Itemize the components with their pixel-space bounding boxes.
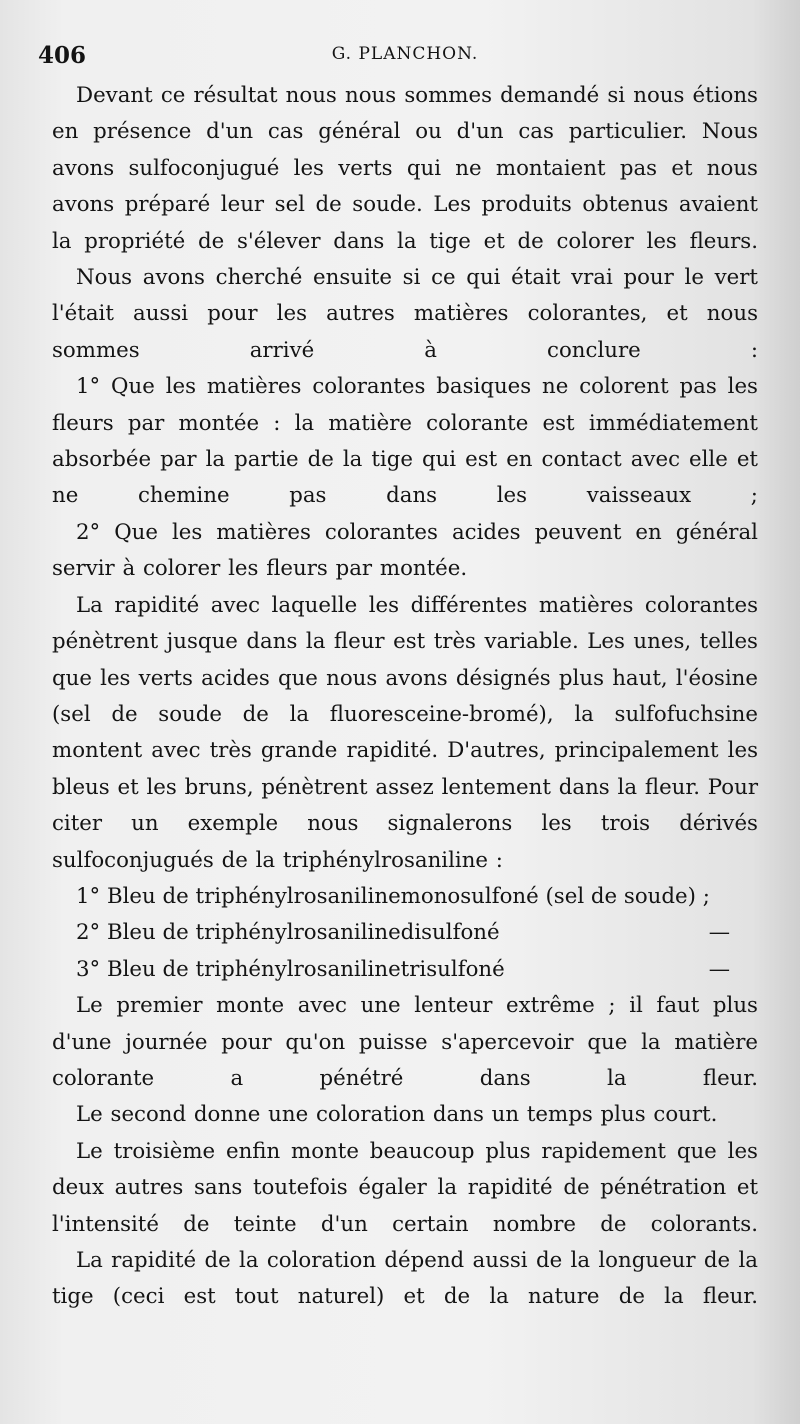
list-item-text: 1° Bleu de triphénylrosanilinemonosulfoné (sel de soude) ; — [76, 883, 710, 909]
list-item-text: 2° Bleu de triphénylrosanilinedisulfoné — [76, 920, 500, 946]
paragraph: Devant ce résultat nous nous sommes demandé si nous étions en présence d'un cas général ou d'un cas particulier. Nous avons sulfoconjugué les verts qui ne montaient pas et nous avons préparé leur sel de soude. Les produits obtenus avaient la propriété de s'élever dans la tige et de colorer les fleurs. — [52, 83, 758, 254]
list-item-text: 3° Bleu de triphénylrosanilinetrisulfoné — [76, 956, 505, 982]
page-number: 406 — [38, 42, 87, 69]
paragraph: La rapidité avec laquelle les différentes matières colorantes pénètrent jusque dans la fleur est très variable. Les unes, telles que les verts acides que nous avons désignés plus haut, l'éosine (sel de soude de la fluoresceine-bromé), la sulfofuchsine montent avec très grande rapidité. D'autres, principalement les bleus et les bruns, pénètrent assez lentement dans la fleur. Pour citer un exemple nous signalerons les trois dérivés sulfoconjugués de la triphénylrosaniline : — [52, 592, 758, 873]
paragraph: Le second donne une coloration dans un temps plus court. — [76, 1102, 718, 1128]
paragraph: Le premier monte avec une lenteur extrême ; il faut plus d'une journée pour qu'on puisse s'apercevoir que la matière colorante a pénétré dans la fleur. — [52, 993, 758, 1091]
running-head-author: G. PLANCHON. — [331, 44, 479, 64]
paragraph: 2° Que les matières colorantes acides peuvent en général servir à colorer les fleurs par montée. — [52, 519, 758, 582]
list-item — [52, 879, 758, 915]
list-item — [52, 915, 758, 951]
paragraph: La rapidité de la coloration dépend aussi de la longueur de la tige (ceci est tout naturel) et de la nature de la fleur. — [52, 1248, 758, 1310]
running-head — [38, 36, 758, 76]
paragraph: Le troisième enfin monte beaucoup plus rapidement que les deux autres sans toutefois égaler la rapidité de pénétration et l'intensité de teinte d'un certain nombre de colorants. — [52, 1138, 758, 1237]
ditto-mark — [730, 879, 758, 915]
list-item — [52, 952, 758, 988]
ditto-mark: — — [708, 956, 730, 982]
paragraph: Nous avons cherché ensuite si ce qui était vrai pour le vert l'était aussi pour les autres matières colorantes, et nous sommes arrivé à conclure : — [52, 265, 758, 363]
ditto-mark: — — [708, 920, 730, 946]
paragraph: 1° Que les matières colorantes basiques ne colorent pas les fleurs par montée : la matière colorante est immédiatement absorbée par la partie de la tige qui est en contact avec elle et ne chemine pas dans les vaisseaux ; — [52, 374, 758, 509]
